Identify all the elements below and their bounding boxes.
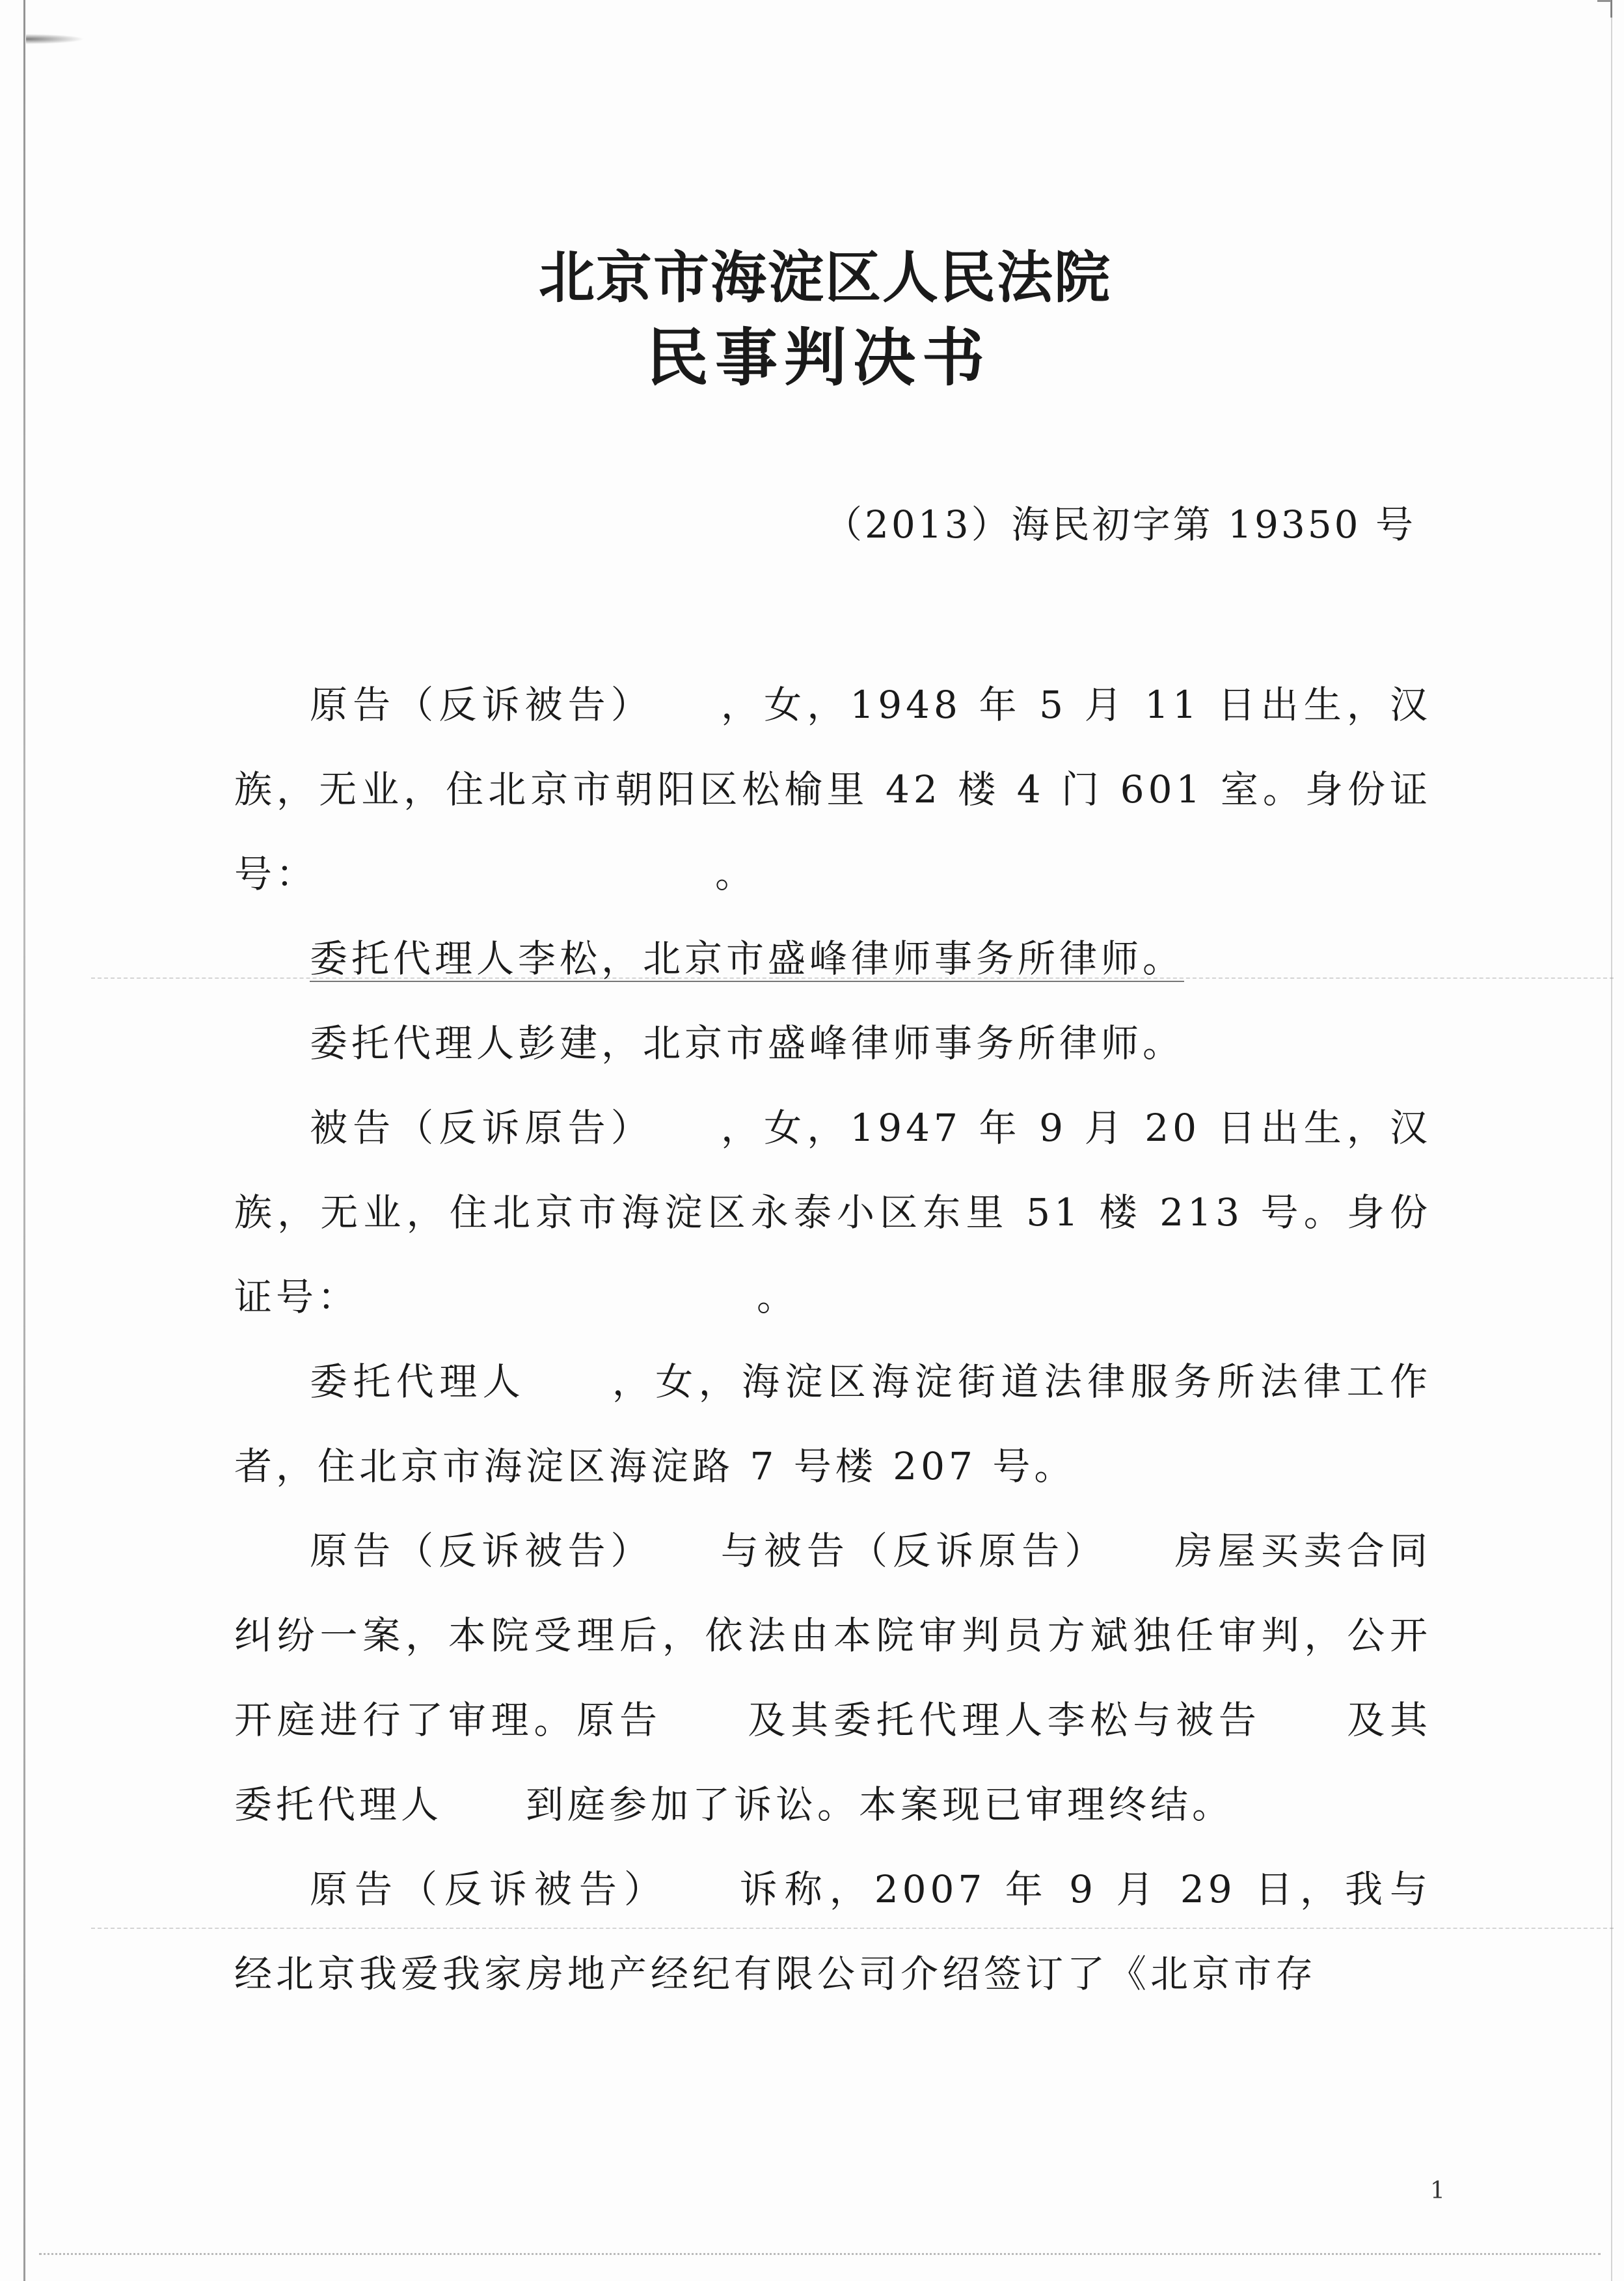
document-type-heading: 民事判决书 bbox=[646, 321, 991, 394]
plaintiff-agent-1-text: 委托代理人李松，北京市盛峰律师事务所律师。 bbox=[310, 936, 1185, 981]
defendant-agent-paragraph: 委托代理人 ，女，海淀区海淀街道法律服务所法律工作者，住北京市海淀区海淀路 7 号楼 207 号。 bbox=[234, 1359, 1431, 1488]
scan-corner-artifact bbox=[1597, 0, 1612, 18]
court-name-heading: 北京市海淀区人民法院 bbox=[539, 245, 1111, 310]
plaintiff-paragraph: 原告（反诉被告） ，女，1948 年 5 月 11 日出生，汉族，无业，住北京市朝阳区松榆里 42 楼 4 门 601 室。身份证号： 。 bbox=[234, 683, 1431, 896]
case-number: （2013）海民初字第 19350 号 bbox=[824, 502, 1416, 547]
plaintiff-claim-paragraph: 原告（反诉被告） 诉称，2007 年 9 月 29 日，我与 经北京我爱我家房地产经纪有限公司介绍签订了《北京市存 bbox=[234, 1867, 1515, 1996]
judgment-body bbox=[234, 662, 1515, 2016]
case-procedure-paragraph: 原告（反诉被告） 与被告（反诉原告） 房屋买卖合同纠纷一案，本院受理后，依法由本院审判员方斌独任审判，公开开庭进行了审理。原告 及其委托代理人李松与被告 及其委托代理人 到庭参加了诉讼。本案现已审理终结。 bbox=[234, 1529, 1431, 1827]
plaintiff-agent-1-paragraph bbox=[234, 916, 1431, 1001]
plaintiff-agent-2-paragraph: 委托代理人彭建，北京市盛峰律师事务所律师。 bbox=[310, 1021, 1185, 1065]
scan-speck-artifact bbox=[26, 34, 85, 44]
defendant-paragraph: 被告（反诉原告） ，女，1947 年 9 月 20 日出生，汉族，无业，住北京市海淀区永泰小区东里 51 楼 213 号。身份证号： 。 bbox=[234, 1106, 1431, 1319]
scan-bottom-artifact bbox=[39, 2253, 1601, 2255]
page-number: 1 bbox=[1430, 2178, 1445, 2204]
